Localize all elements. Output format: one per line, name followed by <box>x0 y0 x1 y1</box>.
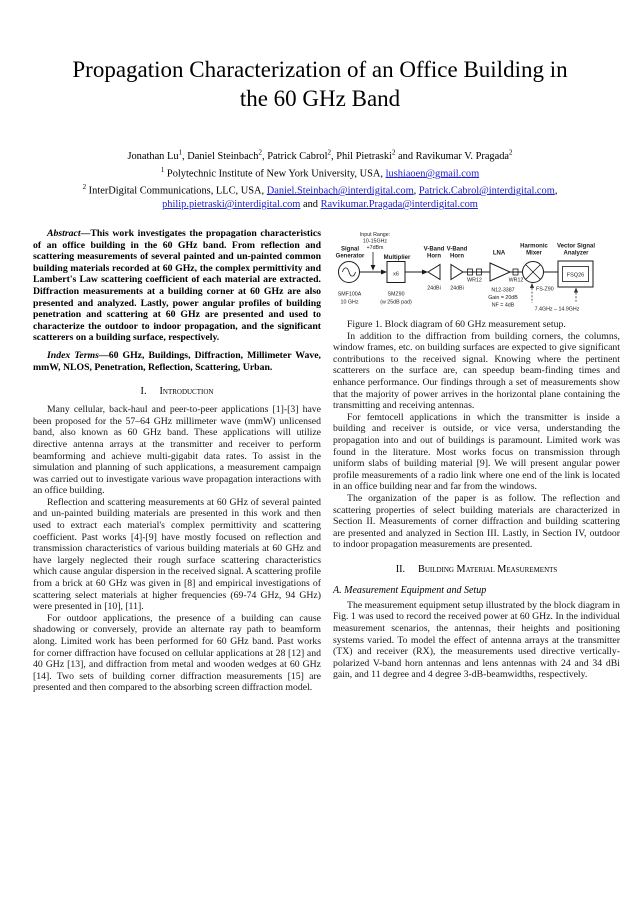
figure1-caption: Figure 1. Block diagram of 60 GHz measurement setup. <box>347 319 566 330</box>
author-names-line <box>0 147 640 164</box>
affiliation-1: $^1$ Polytechnic Institute of New York University, USA, lushiaoen@gmail.com <box>160 165 480 180</box>
subsection-heading-a: A. Measurement Equipment and Setup <box>333 584 487 596</box>
arrowhead-into-multiplier <box>381 270 387 275</box>
multiplier-label: Multiplier <box>383 255 411 261</box>
section-heading-building-materials: II. Building Material Measurements <box>395 563 558 575</box>
email-link-lu[interactable]: lushiaoen@gmail.com <box>385 168 480 180</box>
multiplier-pad: (w 25dB pad) <box>380 299 412 306</box>
mixer-label2: Mixer <box>526 250 542 257</box>
multiplier-model: SMZ90 <box>387 291 405 298</box>
email-link-pragada[interactable]: Ravikumar.Pragada@interdigital.com <box>320 198 478 210</box>
multiplier-factor: x6 <box>393 271 399 278</box>
author-name: Ravikumar V. Pragada$^2$ <box>415 149 513 163</box>
rx-horn-gain: 24dBi <box>450 285 464 292</box>
intro-paragraph-3: For outdoor applications, the presence of a building can cause shadowing or conversely, provide an alternate ray path to beamform along. Limited work has been performed for 60 GHz band. Past works for corner diffraction have focused on cellular applications at 28 [12] and 40 GHz [13], and diffraction from metal and wooden wedges at 60 GHz [14]. Two sets of building corner diffraction measurements [15] are presented and then compared to the absorbing screen diffraction model. <box>33 612 321 694</box>
input-range-label: Input Range: <box>359 232 391 238</box>
vsa-label: Vector Signal <box>556 243 596 250</box>
waveguide-connectors <box>467 269 523 284</box>
input-range-annotation <box>360 232 390 271</box>
lna-gain: Gain = 20dB <box>488 295 518 301</box>
tx-horn-label: V-Band <box>423 246 445 253</box>
paper-title <box>0 55 640 113</box>
abstract-paragraph: Abstract—This work investigates the propagation characteristics of an office building in the 60 GHz band. From reflection and scattering measurements of several painted and un-painted common building materials recorded at 60 GHz, the complex permittivity and Lambert's Law scattering coefficient of each material are extracted. Diffraction measurements at a building corner at 60 GHz are also presented and analyzed. Lastly, power angular profiles of building penetration and scattering at 60 GHz are presented and used to characterize the outdoor to indoor propagation, and the significant scatterers on a building surface, respectively. <box>33 228 321 344</box>
section-heading-introduction: I. Introduction <box>140 386 214 398</box>
mixer-label: Harmonic <box>520 243 548 250</box>
tx-horn-symbol <box>424 247 445 292</box>
author-name: Jonathan Lu$^1$, <box>127 149 188 163</box>
sine-wave-icon <box>343 268 356 276</box>
signal-generator-frequency: 10 GHz <box>340 299 359 306</box>
signal-generator-model: SMF100A <box>337 291 362 298</box>
tx-horn-gain: 24dBi <box>427 285 441 292</box>
input-range-arrow <box>371 265 376 271</box>
input-range-value: 10-15GHz <box>362 238 388 245</box>
vsa-dashed-arrow <box>574 288 578 293</box>
lo-frequency-range: 7.4GHz – 14.9GHz <box>534 306 580 313</box>
affiliation-2-line2: philip.pietraski@interdigital.com and Ravikumar.Pragada@interdigital.com <box>162 198 478 210</box>
author-name: Phil Pietraski$^2$ and <box>336 149 416 163</box>
paper-title-line1: Propagation Characterization of an Office Building in <box>72 57 568 82</box>
lna-model: N12-3387 <box>491 287 515 294</box>
harmonic-mixer-symbol <box>520 244 554 304</box>
paper-title-line2: the 60 GHz Band <box>239 86 401 111</box>
vsa-model: FSQ26 <box>566 272 585 279</box>
input-range-power: +7dBm <box>366 245 384 251</box>
author-name: Daniel Steinbach$^2$, <box>187 149 268 163</box>
wr12-label-1: WR12 <box>467 277 482 284</box>
rx-horn-symbol <box>447 247 468 292</box>
building-paragraph-1: The measurement equipment setup illustrated by the block diagram in Fig. 1 was used to record the received power at 60 GHz. In the individual measurement scenarios, the antennas, their heights and positioning systems varied. To model the effect of antenna arrays at the transmitter (TX) and receiver (RX), the measurements used directive vertically-polarized V-band horn antennas and lens antennas with 24 and 34 dBi gain, and 11 degree and 4 degree 3-dB-beamwidths, respectively. <box>333 599 620 681</box>
lna-label: LNA <box>492 250 506 257</box>
signal-generator-label2: Generator <box>335 253 365 260</box>
author-name: Patrick Cabrol$^2$, <box>267 149 337 163</box>
right-paragraph-3: The organization of the paper is as follow. The reflection and scattering properties of select building materials are characterized in Section II. Measurements of corner diffraction and building scattering are presented and analyzed in Section III. Lastly, in Section IV, outdoor to indoor propagation measurements are presented. <box>333 492 620 551</box>
lna-noise-figure: NF = 4dB <box>491 302 515 309</box>
email-link-cabrol[interactable]: Patrick.Cabrol@interdigital.com <box>418 185 555 197</box>
right-column <box>333 228 620 681</box>
intro-paragraph-1: Many cellular, back-haul and peer-to-peer applications [1]-[3] have been proposed for the 57–64 GHz millimeter wave (mmW) unlicensed band, also known as 60 GHz band. These applications will utilize directive antenna arrays at the transmitter and receiver to perform beamforming and achieve multi-gigabit data rates. To assist in the simulation and planning of such applications, a measurement campaign was carried out to investigate various wave propagation interactions with an office building. <box>33 404 321 497</box>
email-link-steinbach[interactable]: Daniel.Steinbach@interdigital.com <box>266 185 414 197</box>
rx-horn-label2: Horn <box>450 253 464 260</box>
signal-path-lines <box>360 270 559 275</box>
mixer-model: FS-Z90 <box>536 286 554 293</box>
authors-block <box>0 147 640 211</box>
rx-horn-label: V-Band <box>446 246 468 253</box>
multiplier-symbol <box>380 255 412 306</box>
vsa-label2: Analyzer <box>563 250 589 257</box>
affiliation-2-line1: $^2$ InterDigital Communications, LLC, USA, Daniel.Steinbach@interdigital.com, Patrick.Cabrol@interdigital.com, <box>82 182 558 197</box>
signal-generator-label: Signal <box>340 246 360 253</box>
tx-horn-label2: Horn <box>427 253 441 260</box>
vector-signal-analyzer-symbol <box>557 244 595 304</box>
email-link-pietraski[interactable]: philip.pietraski@interdigital.com <box>162 198 301 210</box>
intro-paragraph-2: Reflection and scattering measurements at 60 GHz of several painted and un-painted building materials are presented in this work and then used to extract each material's complex permittivity and scattering coefficient. Past works [4]-[9] have mostly focused on reflection and transmission characteristics of various building materials at 60 GHz and have largely neglected their rough surface scattering characteristics which cause angular dispersion in the received signal. A scattering profile from a brick at 60 GHz was given in [8] and empirical investigations of scattering select materials at higher frequencies (69-74 GHz, 94 GHz) were presented in [10], [11]. <box>33 496 321 613</box>
mixer-dashed-arrow <box>530 283 534 288</box>
wr12-label-2: WR12 <box>508 277 524 284</box>
left-column <box>33 228 321 694</box>
figure1-block-diagram <box>333 229 620 319</box>
signal-generator-symbol <box>336 247 365 306</box>
right-paragraph-1: In addition to the diffraction from building corners, the columns, window frames, etc. on building surfaces are expected to give significant contributions to the received signal. Knowing where the pertinent scatterers on the surface are, can speedup beam-finding times and enhance performance. Our findings through a set of measurements show that the majority of power arrives in the horizontal plane containing the transmitting and receiving antennas. <box>333 330 620 412</box>
right-paragraph-2: For femtocell applications in which the transmitter is inside a building and receiver is outside, or vice versa, understanding the propagation into and out of buildings is paramount. Limited work was found in the literature. Most works focus on transmission through uniform slabs of building material [9]. We will present angular power profile measurements of a radio link where one end of the link is located in an office building near and far from the windows. <box>333 411 620 493</box>
index-terms-paragraph: Index Terms—60 GHz, Buildings, Diffraction, Millimeter Wave, mmW, NLOS, Penetration, Reflection, Scattering, Urban. <box>33 349 321 373</box>
